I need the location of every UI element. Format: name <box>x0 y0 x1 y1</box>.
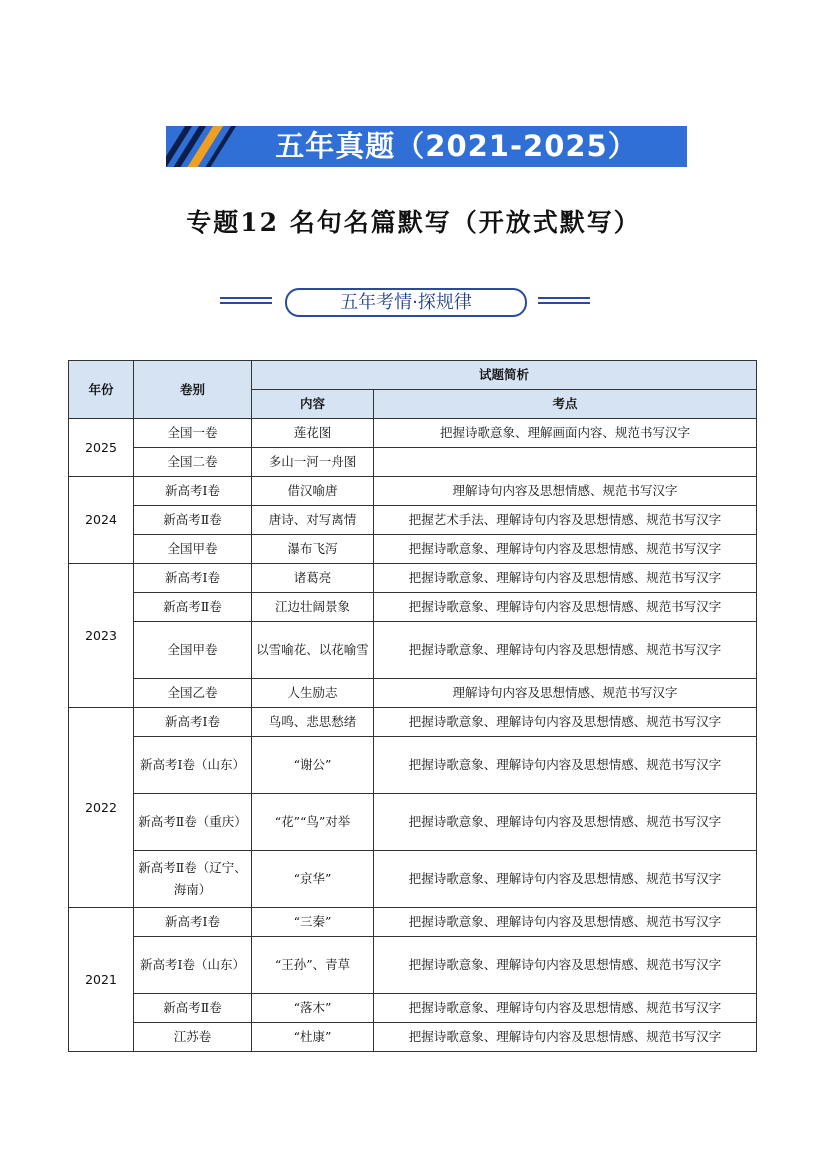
paper-cell: 全国甲卷 <box>134 535 252 564</box>
year-cell: 2023 <box>69 564 134 708</box>
exam-table <box>68 360 757 1052</box>
content-cell: 唐诗、对写离情 <box>252 506 374 535</box>
header-year: 年份 <box>69 361 134 419</box>
content-cell: 莲花图 <box>252 419 374 448</box>
content-cell: “落木” <box>252 994 374 1023</box>
table-body <box>69 419 757 1052</box>
table-row <box>69 937 757 994</box>
table-row <box>69 506 757 535</box>
paper-cell: 江苏卷 <box>134 1023 252 1052</box>
table-row <box>69 622 757 679</box>
point-cell: 把握诗歌意象、理解诗句内容及思想情感、规范书写汉字 <box>374 851 757 908</box>
content-cell: 借汉喻唐 <box>252 477 374 506</box>
point-cell: 把握诗歌意象、理解诗句内容及思想情感、规范书写汉字 <box>374 908 757 937</box>
paper-cell: 新高考Ⅱ卷 <box>134 593 252 622</box>
paper-cell: 新高考Ⅰ卷 <box>134 564 252 593</box>
paper-cell: 全国乙卷 <box>134 679 252 708</box>
point-cell: 理解诗句内容及思想情感、规范书写汉字 <box>374 477 757 506</box>
header-paper: 卷别 <box>134 361 252 419</box>
point-cell: 把握诗歌意象、理解诗句内容及思想情感、规范书写汉字 <box>374 535 757 564</box>
table-row <box>69 1023 757 1052</box>
banner-text: 五年真题（2021-2025） <box>275 129 638 163</box>
table-row <box>69 535 757 564</box>
paper-cell: 新高考Ⅱ卷 <box>134 994 252 1023</box>
point-cell: 把握诗歌意象、理解诗句内容及思想情感、规范书写汉字 <box>374 564 757 593</box>
section-banner <box>166 126 687 167</box>
table-row <box>69 794 757 851</box>
table-row <box>69 737 757 794</box>
table-row <box>69 448 757 477</box>
point-cell: 把握诗歌意象、理解诗句内容及思想情感、规范书写汉字 <box>374 1023 757 1052</box>
page-title: 专题12 名句名篇默写（开放式默写） <box>186 208 641 237</box>
table-row <box>69 851 757 908</box>
paper-cell: 全国二卷 <box>134 448 252 477</box>
paper-cell: 全国一卷 <box>134 419 252 448</box>
content-cell: “杜康” <box>252 1023 374 1052</box>
year-cell: 2024 <box>69 477 134 564</box>
header-point: 考点 <box>374 390 757 419</box>
subtitle-text: 五年考情·探规律 <box>285 288 527 317</box>
year-cell: 2021 <box>69 908 134 1052</box>
paper-cell: 新高考Ⅱ卷（辽宁、海南） <box>134 851 252 908</box>
content-cell: 多山一河一舟图 <box>252 448 374 477</box>
content-cell: 瀑布飞泻 <box>252 535 374 564</box>
point-cell: 把握诗歌意象、理解诗句内容及思想情感、规范书写汉字 <box>374 622 757 679</box>
paper-cell: 新高考Ⅱ卷（重庆） <box>134 794 252 851</box>
point-cell: 把握诗歌意象、理解画面内容、规范书写汉字 <box>374 419 757 448</box>
point-cell: 把握诗歌意象、理解诗句内容及思想情感、规范书写汉字 <box>374 708 757 737</box>
content-cell: 以雪喻花、以花喻雪 <box>252 622 374 679</box>
year-cell: 2025 <box>69 419 134 477</box>
content-cell: “谢公” <box>252 737 374 794</box>
table-row <box>69 994 757 1023</box>
point-cell: 把握诗歌意象、理解诗句内容及思想情感、规范书写汉字 <box>374 937 757 994</box>
content-cell: “王孙”、青草 <box>252 937 374 994</box>
point-cell: 把握艺术手法、理解诗句内容及思想情感、规范书写汉字 <box>374 506 757 535</box>
point-cell: 把握诗歌意象、理解诗句内容及思想情感、规范书写汉字 <box>374 994 757 1023</box>
paper-cell: 新高考Ⅰ卷（山东） <box>134 737 252 794</box>
header-content: 内容 <box>252 390 374 419</box>
point-cell: 把握诗歌意象、理解诗句内容及思想情感、规范书写汉字 <box>374 794 757 851</box>
table-row <box>69 679 757 708</box>
content-cell: “三秦” <box>252 908 374 937</box>
paper-cell: 新高考Ⅱ卷 <box>134 506 252 535</box>
paper-cell: 新高考Ⅰ卷 <box>134 477 252 506</box>
point-cell: 把握诗歌意象、理解诗句内容及思想情感、规范书写汉字 <box>374 737 757 794</box>
header-analysis: 试题简析 <box>252 361 757 390</box>
table-row <box>69 419 757 448</box>
paper-cell: 新高考Ⅰ卷 <box>134 908 252 937</box>
table-row <box>69 708 757 737</box>
content-cell: 人生励志 <box>252 679 374 708</box>
decor-lines-right <box>538 297 590 307</box>
content-cell: 鸟鸣、悲思愁绪 <box>252 708 374 737</box>
content-cell: “京华” <box>252 851 374 908</box>
table-row <box>69 564 757 593</box>
content-cell: “花”“鸟”对举 <box>252 794 374 851</box>
content-cell: 江边壮阔景象 <box>252 593 374 622</box>
point-cell <box>374 448 757 477</box>
subtitle-badge <box>220 288 590 318</box>
paper-cell: 新高考Ⅰ卷（山东） <box>134 937 252 994</box>
point-cell: 理解诗句内容及思想情感、规范书写汉字 <box>374 679 757 708</box>
paper-cell: 新高考Ⅰ卷 <box>134 708 252 737</box>
table-row <box>69 593 757 622</box>
table-row <box>69 908 757 937</box>
decor-lines-left <box>220 297 272 307</box>
table-row <box>69 477 757 506</box>
year-cell: 2022 <box>69 708 134 908</box>
point-cell: 把握诗歌意象、理解诗句内容及思想情感、规范书写汉字 <box>374 593 757 622</box>
paper-cell: 全国甲卷 <box>134 622 252 679</box>
content-cell: 诸葛亮 <box>252 564 374 593</box>
